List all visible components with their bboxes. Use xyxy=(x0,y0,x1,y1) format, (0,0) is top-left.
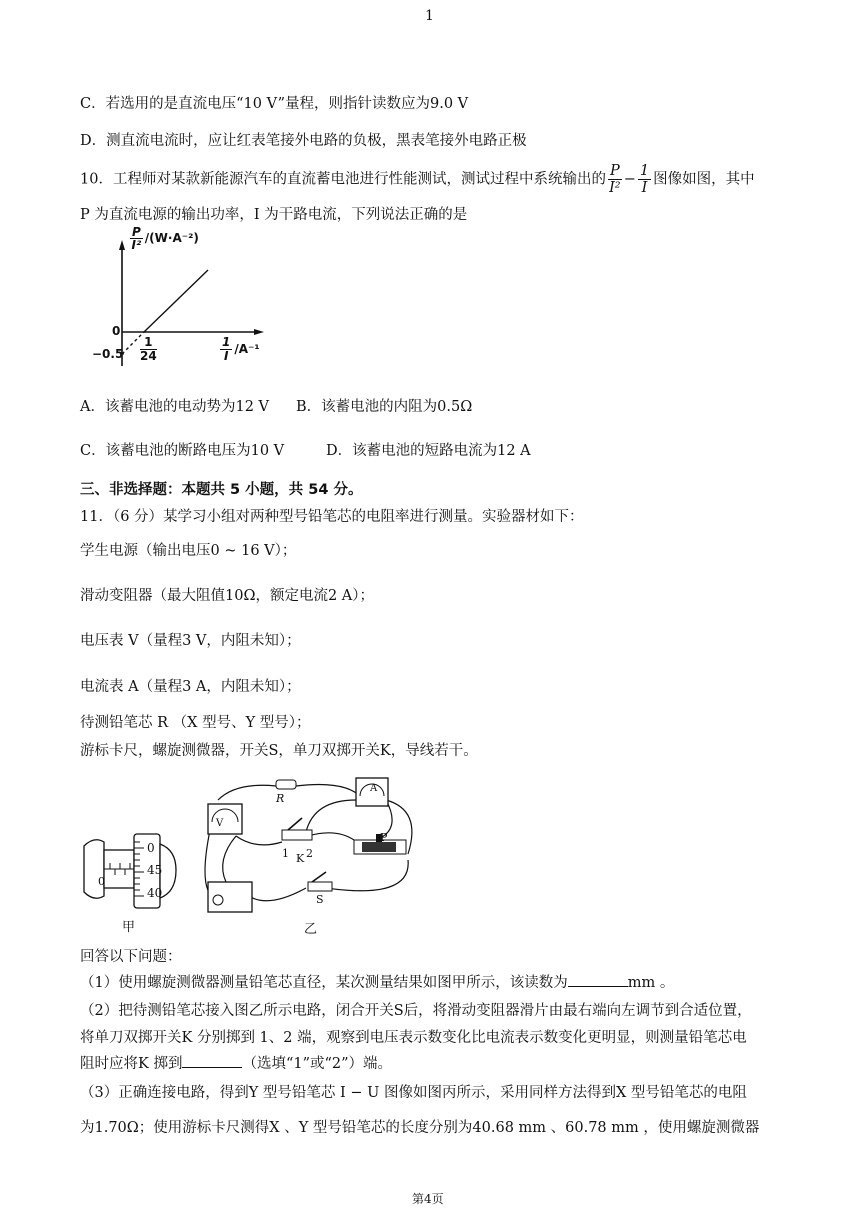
figure-yi-caption: 乙 xyxy=(304,922,318,937)
wire xyxy=(223,836,236,882)
x-axis-frac xyxy=(220,336,232,363)
frac1-den: I² xyxy=(609,180,621,196)
x-intercept-label xyxy=(138,336,159,363)
option-d-q9: D．测直流电流时，应让红表笔接外电路的负极，黑表笔接外电路正极 xyxy=(80,133,527,149)
option-c-q9: C．若选用的是直流电压“10 V”量程，则指针读数应为9.0 V xyxy=(80,96,469,112)
page-footer: 第4页 xyxy=(412,1192,444,1206)
thimble-label-0: 0 xyxy=(147,841,155,855)
q11-part2-line3-tail: （选填“1”或“2”）端。 xyxy=(242,1056,393,1072)
q10-line1 xyxy=(80,163,755,196)
switch-S xyxy=(308,882,332,891)
figure-jia-caption: 甲 xyxy=(122,920,136,935)
q11-part2-line3 xyxy=(80,1053,392,1075)
q10-option-b: B．该蓄电池的内阻为0.5Ω xyxy=(296,399,473,415)
q11-material-2: 滑动变阻器（最大阻值10Ω，额定电流2 A）； xyxy=(80,588,375,604)
q11-part3-line1: （3）正确连接电路，得到Y 型号铅笔芯 I − U 图像如图丙所示，采用同样方法得到X 型号铅笔芯的电阻 xyxy=(80,1085,747,1101)
circuit-label-V: V xyxy=(216,818,224,829)
circuit-label-2: 2 xyxy=(306,847,313,860)
section-3-heading: 三、非选择题：本题共 5 小题，共 54 分。 xyxy=(80,482,363,498)
switch-K-blade xyxy=(288,818,302,830)
frac2-den: I xyxy=(641,180,648,196)
q11-material-3: 电压表 V（量程3 V，内阻未知）； xyxy=(80,633,301,649)
wire xyxy=(326,860,408,891)
y-axis-label xyxy=(128,226,199,251)
q10-line1-post: 图像如图，其中 xyxy=(653,171,755,188)
q10-option-a: A．该蓄电池的电动势为12 V xyxy=(80,399,270,415)
wire xyxy=(246,888,306,901)
wire xyxy=(236,836,282,845)
q11-part2-line2: 将单刀双掷开关K 分别掷到 1、2 端，观察到电压表示数变化比电流表示数变化更明显，则测量铅笔芯电 xyxy=(80,1030,747,1046)
switch-K xyxy=(282,830,312,840)
wire xyxy=(306,800,356,832)
p-over-i2-fraction xyxy=(608,163,622,196)
origin-label: 0 xyxy=(112,324,121,338)
resistor-R xyxy=(276,780,296,789)
q11-material-1: 学生电源（输出电压0 ~ 16 V）； xyxy=(80,543,297,559)
q10-line1-pre: 10．工程师对某款新能源汽车的直流蓄电池进行性能测试，测试过程中系统输出的 xyxy=(80,171,606,188)
q11-part2-line1: （2）把待测铅笔芯接入图乙所示电路，闭合开关S后，将滑动变阻器滑片由最右端向左调节到合适位置， xyxy=(80,1003,752,1019)
micrometer-right-end xyxy=(160,844,176,898)
circuit-label-A: A xyxy=(370,783,378,794)
q11-part1-text: （1）使用螺旋测微器测量铅笔芯直径，某次测量结果如图甲所示，该读数为 xyxy=(80,975,568,991)
circuit-label-1: 1 xyxy=(282,847,289,860)
q11-material-5: 待测铅笔芯 R （X 型号、Y 型号）； xyxy=(80,715,311,731)
x-intercept-frac xyxy=(140,336,157,363)
thimble-label-40: 40 xyxy=(147,886,163,900)
sleeve-label-0: 0 xyxy=(98,875,105,888)
y-axis-arrow xyxy=(119,240,125,250)
circuit-figure xyxy=(196,770,426,920)
frac1-num: P xyxy=(609,163,620,179)
minus-sign: − xyxy=(623,171,636,188)
q11-part1 xyxy=(80,972,674,994)
rheostat-coil xyxy=(362,842,396,852)
data-line xyxy=(144,270,208,332)
x-axis-unit: /A⁻¹ xyxy=(234,342,260,356)
q11-part3-line2: 为1.70Ω；使用游标卡尺测得X 、Y 型号铅笔芯的长度分别为40.68 mm 、60.78 mm ，使用螺旋测微器 xyxy=(80,1120,760,1136)
q11-material-6: 游标卡尺，螺旋测微器，开关S，单刀双掷开关K，导线若干。 xyxy=(80,743,478,759)
answer-blank-1[interactable] xyxy=(568,972,628,987)
answer-intro: 回答以下问题： xyxy=(80,949,182,965)
y-axis-unit: /(W·A⁻²) xyxy=(144,231,199,245)
x-label-num: 1 xyxy=(222,335,231,349)
q10-line2: P 为直流电源的输出功率，I 为干路电流，下列说法正确的是 xyxy=(80,207,468,223)
page-number-top: 1 xyxy=(425,8,434,24)
circuit-label-K: K xyxy=(296,852,305,865)
one-over-i-fraction xyxy=(638,163,651,196)
q11-part2-line3-text: 阻时应将K 掷到 xyxy=(80,1056,183,1072)
q11-intro: 11．（6 分）某学习小组对两种型号铅笔芯的电阻率进行测量。实验器材如下： xyxy=(80,509,584,525)
q10-option-c: C．该蓄电池的断路电压为10 V xyxy=(80,443,285,459)
y-intercept-label: −0.5 xyxy=(92,347,124,361)
x-label-den: I xyxy=(223,349,229,363)
micrometer-left-end xyxy=(84,840,104,899)
thimble-label-45: 45 xyxy=(147,863,163,877)
y-label-den: I² xyxy=(131,238,142,252)
wire xyxy=(308,833,354,840)
q11-material-4: 电流表 A（量程3 A，内阻未知）； xyxy=(80,679,301,695)
circuit-label-R: R xyxy=(276,792,285,805)
circuit-label-S: S xyxy=(316,893,324,906)
x-int-den: 24 xyxy=(140,349,157,363)
switch-S-blade xyxy=(312,872,326,882)
q11-part1-unit: mm 。 xyxy=(627,975,675,991)
answer-blank-2[interactable] xyxy=(182,1053,242,1068)
micrometer-figure xyxy=(80,826,180,916)
y-label-num: P xyxy=(132,225,141,239)
q10-option-d: D．该蓄电池的短路电流为12 A xyxy=(326,443,531,459)
x-axis-arrow xyxy=(254,329,264,335)
x-int-num: 1 xyxy=(140,336,157,350)
y-axis-frac xyxy=(130,226,143,251)
x-axis-label xyxy=(218,336,260,363)
frac2-num: 1 xyxy=(639,163,650,179)
circuit-label-P: P xyxy=(380,831,388,844)
